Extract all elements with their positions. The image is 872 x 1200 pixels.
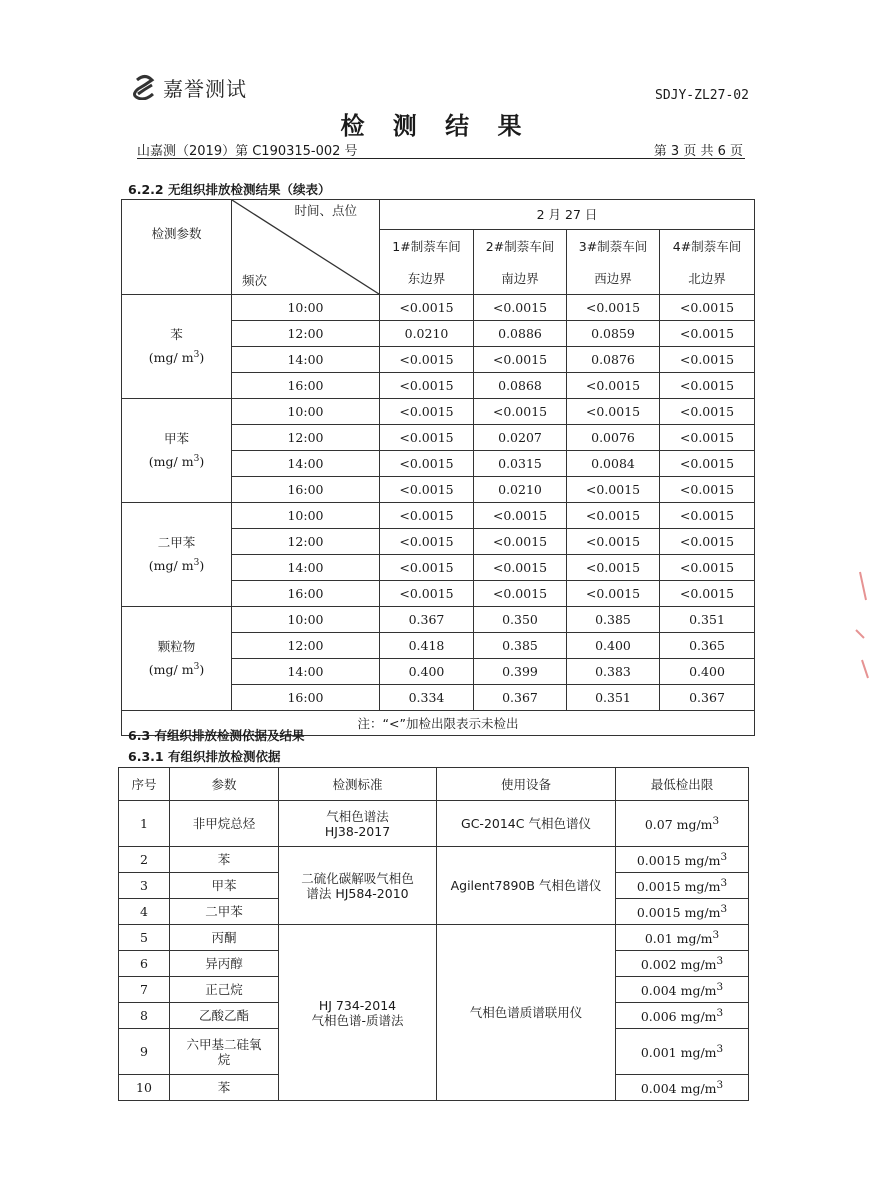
value-cell: <0.0015 — [660, 451, 755, 477]
value-cell: 0.0886 — [474, 321, 567, 347]
limit-sup: 3 — [712, 929, 720, 942]
value-cell: <0.0015 — [660, 425, 755, 451]
time-cell: 14:00 — [232, 347, 380, 373]
value-cell: 0.400 — [380, 659, 474, 685]
row-no: 5 — [119, 925, 170, 951]
company-logo — [132, 72, 247, 102]
value-cell: 0.351 — [660, 607, 755, 633]
parameter-name: 苯 — [170, 327, 183, 343]
row-no: 6 — [119, 951, 170, 977]
row-no: 9 — [119, 1029, 170, 1075]
row-no: 8 — [119, 1003, 170, 1029]
limit-sup: 3 — [716, 955, 724, 968]
value-cell: 0.350 — [474, 607, 567, 633]
row-no: 7 — [119, 977, 170, 1003]
limit-sup: 3 — [712, 815, 720, 828]
unit-close: ) — [199, 662, 205, 678]
table-note: 注：“<”加检出限表示未检出 — [122, 711, 755, 736]
value-cell: <0.0015 — [567, 503, 660, 529]
corner-freq-label: 频次 — [242, 273, 268, 288]
section-heading-63: 6.3 有组织排放检测依据及结果 — [128, 728, 305, 743]
value-cell: 0.0207 — [474, 425, 567, 451]
point-3-line2: 西边界 — [567, 262, 660, 294]
row-param — [170, 1029, 279, 1075]
equipment-c: 气相色谱质谱联用仪 — [437, 925, 616, 1101]
value-cell: <0.0015 — [567, 529, 660, 555]
col-header-limit: 最低检出限 — [616, 768, 749, 801]
time-cell: 12:00 — [232, 321, 380, 347]
value-cell: <0.0015 — [660, 529, 755, 555]
value-cell: <0.0015 — [380, 555, 474, 581]
time-cell: 16:00 — [232, 581, 380, 607]
value-cell: <0.0015 — [474, 529, 567, 555]
value-cell: <0.0015 — [380, 399, 474, 425]
corner-time-label: 时间、点位 — [294, 203, 357, 218]
unit-close: ) — [199, 350, 205, 366]
row-no: 1 — [119, 801, 170, 847]
row-limit — [616, 951, 749, 977]
unit-text: (mg/ m — [148, 558, 194, 574]
time-cell: 14:00 — [232, 659, 380, 685]
value-cell: <0.0015 — [660, 321, 755, 347]
value-cell: 0.0859 — [567, 321, 660, 347]
equipment-a: GC-2014C 气相色谱仪 — [437, 801, 616, 847]
value-cell: <0.0015 — [474, 399, 567, 425]
value-cell: <0.0015 — [474, 347, 567, 373]
value-cell: 0.0868 — [474, 373, 567, 399]
parameter-name: 甲苯 — [163, 431, 189, 447]
limit-sup: 3 — [720, 877, 728, 890]
row-param: 异丙醇 — [170, 951, 279, 977]
document-code: SDJY-ZL27-02 — [655, 88, 749, 103]
time-cell: 16:00 — [232, 373, 380, 399]
value-cell: <0.0015 — [380, 425, 474, 451]
limit-value: 0.07 mg/m — [644, 817, 713, 833]
row-no: 4 — [119, 899, 170, 925]
standard-c — [279, 925, 437, 1101]
value-cell: 0.365 — [660, 633, 755, 659]
organized-emission-basis-table — [118, 767, 749, 1101]
time-cell: 14:00 — [232, 451, 380, 477]
page-number: 第 3 页 共 6 页 — [653, 144, 743, 159]
value-cell: 0.0210 — [380, 321, 474, 347]
results-body — [122, 295, 755, 711]
row-param: 甲苯 — [170, 873, 279, 899]
parameter-unit — [122, 348, 231, 365]
point-2-line1: 2#制萘车间 — [474, 230, 567, 262]
time-cell: 16:00 — [232, 477, 380, 503]
value-cell: 0.351 — [567, 685, 660, 711]
row-limit — [616, 1075, 749, 1101]
value-cell: <0.0015 — [474, 555, 567, 581]
row-no: 2 — [119, 847, 170, 873]
value-cell: 0.334 — [380, 685, 474, 711]
row-param: 非甲烷总烃 — [170, 801, 279, 847]
limit-value: 0.0015 mg/m — [636, 853, 721, 869]
row-limit — [616, 925, 749, 951]
row-param: 正己烷 — [170, 977, 279, 1003]
row-limit — [616, 977, 749, 1003]
value-cell: <0.0015 — [380, 373, 474, 399]
limit-value: 0.0015 mg/m — [636, 879, 721, 895]
value-cell: <0.0015 — [474, 581, 567, 607]
limit-value: 0.006 mg/m — [640, 1009, 717, 1025]
value-cell: 0.367 — [660, 685, 755, 711]
value-cell: <0.0015 — [567, 555, 660, 581]
point-4-line2: 北边界 — [660, 262, 755, 294]
limit-sup: 3 — [716, 1079, 724, 1092]
report-info-line — [137, 140, 745, 159]
parameter-cell — [122, 399, 232, 503]
time-cell: 14:00 — [232, 555, 380, 581]
value-cell: <0.0015 — [660, 373, 755, 399]
value-cell: 0.400 — [660, 659, 755, 685]
result-row — [122, 503, 755, 529]
unit-sup: 3 — [193, 454, 200, 465]
limit-value: 0.002 mg/m — [640, 957, 717, 973]
parameter-name: 颗粒物 — [157, 639, 196, 655]
value-cell: 0.385 — [474, 633, 567, 659]
value-cell: <0.0015 — [567, 295, 660, 321]
value-cell: 0.383 — [567, 659, 660, 685]
value-cell: <0.0015 — [474, 503, 567, 529]
unit-text: (mg/ m — [148, 350, 194, 366]
red-stamp-edge — [842, 560, 872, 720]
value-cell: 0.0210 — [474, 477, 567, 503]
row-no: 10 — [119, 1075, 170, 1101]
value-cell: <0.0015 — [380, 581, 474, 607]
parameter-cell — [122, 295, 232, 399]
row-param: 丙酮 — [170, 925, 279, 951]
row-param-line1: 六甲基二硅氧 — [186, 1036, 262, 1052]
value-cell: <0.0015 — [660, 503, 755, 529]
limit-sup: 3 — [720, 851, 728, 864]
company-logo-icon — [132, 74, 158, 100]
time-cell: 10:00 — [232, 503, 380, 529]
equipment-b: Agilent7890B 气相色谱仪 — [437, 847, 616, 925]
standard-a-line1: 气相色谱法 — [326, 808, 389, 824]
value-cell: <0.0015 — [660, 477, 755, 503]
time-cell: 16:00 — [232, 685, 380, 711]
value-cell: <0.0015 — [380, 295, 474, 321]
row-limit — [616, 1029, 749, 1075]
point-3-line1: 3#制萘车间 — [567, 230, 660, 262]
unit-text: (mg/ m — [148, 662, 194, 678]
section-heading-631: 6.3.1 有组织排放检测依据 — [128, 749, 281, 764]
unit-text: (mg/ m — [148, 454, 194, 470]
value-cell: <0.0015 — [660, 399, 755, 425]
point-1-line1: 1#制萘车间 — [380, 230, 474, 262]
page-title: 检 测 结 果 — [340, 112, 532, 140]
row-limit — [616, 899, 749, 925]
limit-sup: 3 — [716, 981, 724, 994]
row-param-line2: 烷 — [217, 1051, 231, 1067]
unit-close: ) — [199, 454, 205, 470]
limit-value: 0.001 mg/m — [640, 1045, 717, 1061]
limit-sup: 3 — [716, 1043, 724, 1056]
time-cell: 12:00 — [232, 633, 380, 659]
col-header-standard: 检测标准 — [279, 768, 437, 801]
result-row — [122, 399, 755, 425]
standard-c-line2: 气相色谱-质谱法 — [311, 1012, 404, 1028]
standard-c-line1: HJ 734-2014 — [318, 997, 397, 1013]
row-param: 乙酸乙酯 — [170, 1003, 279, 1029]
unit-sup: 3 — [193, 350, 200, 361]
col-header-param: 参数 — [170, 768, 279, 801]
value-cell: <0.0015 — [660, 555, 755, 581]
limit-value: 0.004 mg/m — [640, 1081, 717, 1097]
value-cell: 0.0315 — [474, 451, 567, 477]
time-cell: 10:00 — [232, 399, 380, 425]
time-cell: 10:00 — [232, 607, 380, 633]
value-cell: <0.0015 — [660, 295, 755, 321]
value-cell: 0.399 — [474, 659, 567, 685]
value-cell: <0.0015 — [380, 347, 474, 373]
value-cell: 0.0876 — [567, 347, 660, 373]
value-cell: <0.0015 — [474, 295, 567, 321]
row-param: 苯 — [170, 1075, 279, 1101]
value-cell: <0.0015 — [567, 477, 660, 503]
result-row — [122, 295, 755, 321]
row-no: 3 — [119, 873, 170, 899]
unit-close: ) — [199, 558, 205, 574]
time-cell: 12:00 — [232, 425, 380, 451]
col-header-no: 序号 — [119, 768, 170, 801]
parameter-unit — [122, 452, 231, 469]
value-cell: 0.367 — [474, 685, 567, 711]
value-cell: 0.0076 — [567, 425, 660, 451]
limit-sup: 3 — [716, 1007, 724, 1020]
limit-sup: 3 — [720, 903, 728, 916]
diagonal-header-cell — [232, 200, 380, 295]
standard-b-line1: 二硫化碳解吸气相色 — [301, 870, 414, 886]
row-limit — [616, 801, 749, 847]
parameter-cell — [122, 503, 232, 607]
row-param: 二甲苯 — [170, 899, 279, 925]
col-header-equipment: 使用设备 — [437, 768, 616, 801]
limit-value: 0.0015 mg/m — [636, 905, 721, 921]
row-param: 苯 — [170, 847, 279, 873]
value-cell: 0.367 — [380, 607, 474, 633]
date-header: 2 月 27 日 — [380, 200, 755, 230]
value-cell: <0.0015 — [380, 477, 474, 503]
row-limit — [616, 1003, 749, 1029]
unit-sup: 3 — [193, 662, 200, 673]
value-cell: 0.0084 — [567, 451, 660, 477]
report-number: 山嘉测（2019）第 C190315-002 号 — [137, 144, 358, 159]
value-cell: <0.0015 — [380, 451, 474, 477]
fugitive-emission-results-table — [121, 199, 755, 736]
value-cell: <0.0015 — [567, 399, 660, 425]
standard-a — [279, 801, 437, 847]
value-cell: 0.400 — [567, 633, 660, 659]
section-heading-622: 6.2.2 无组织排放检测结果（续表） — [128, 182, 331, 197]
point-1-line2: 东边界 — [380, 262, 474, 294]
value-cell: 0.385 — [567, 607, 660, 633]
time-cell: 10:00 — [232, 295, 380, 321]
parameter-name: 二甲苯 — [157, 535, 196, 551]
standard-b — [279, 847, 437, 925]
row-limit — [616, 873, 749, 899]
corner-param-label: 检测参数 — [122, 200, 232, 295]
standard-a-line2: HJ38-2017 — [324, 823, 391, 839]
limit-value: 0.004 mg/m — [640, 983, 717, 999]
point-4-line1: 4#制萘车间 — [660, 230, 755, 262]
limit-value: 0.01 mg/m — [644, 931, 713, 947]
result-row — [122, 607, 755, 633]
parameter-unit — [122, 556, 231, 573]
value-cell: 0.418 — [380, 633, 474, 659]
point-2-line2: 南边界 — [474, 262, 567, 294]
value-cell: <0.0015 — [660, 581, 755, 607]
standard-b-line2: 谱法 HJ584-2010 — [306, 885, 409, 901]
row-limit — [616, 847, 749, 873]
company-name: 嘉誉测试 — [163, 76, 247, 101]
value-cell: <0.0015 — [660, 347, 755, 373]
value-cell: <0.0015 — [380, 529, 474, 555]
time-cell: 12:00 — [232, 529, 380, 555]
parameter-unit — [122, 660, 231, 677]
unit-sup: 3 — [193, 558, 200, 569]
value-cell: <0.0015 — [380, 503, 474, 529]
value-cell: <0.0015 — [567, 373, 660, 399]
value-cell: <0.0015 — [567, 581, 660, 607]
parameter-cell — [122, 607, 232, 711]
